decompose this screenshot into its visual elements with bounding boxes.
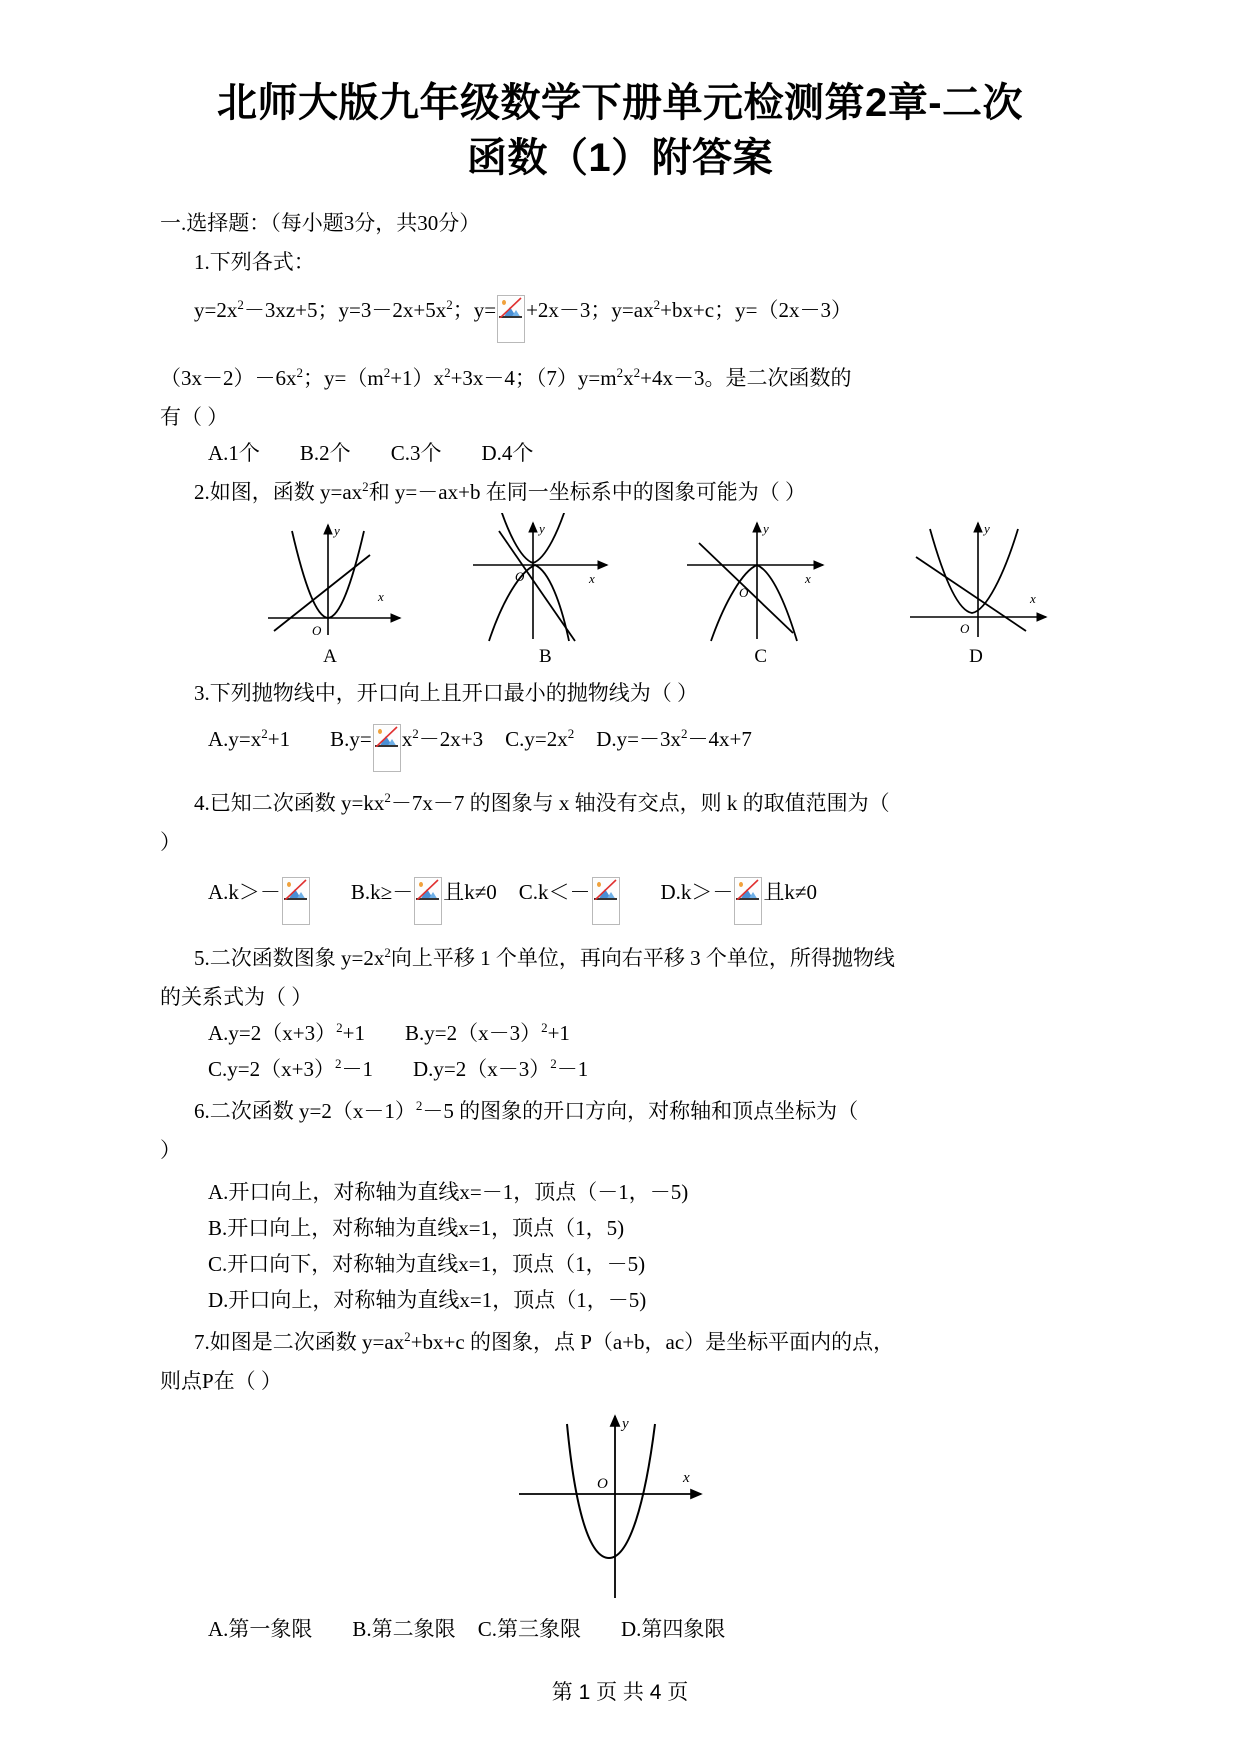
broken-image-placeholder-q1 [497, 295, 525, 343]
image-glyph [416, 879, 439, 900]
red-slash-icon [284, 879, 307, 900]
svg-text:x: x [804, 570, 811, 586]
svg-text:O: O [738, 584, 749, 600]
question-6-option-b[interactable]: B.开口向上，对称轴为直线x=1，顶点（1，5) [208, 1216, 625, 1241]
broken-image-placeholder-q4a [282, 877, 310, 925]
figure-q7-graph [505, 1408, 735, 1608]
q4-option-b[interactable]: B.k≥－ 且k≠0 [351, 880, 497, 904]
question-1-expression-line-3: 有（ ） [160, 404, 229, 429]
red-slash-icon [416, 879, 439, 900]
broken-image-placeholder-q4c [592, 877, 620, 925]
page-title-line-2: 函数（1）附答案 [466, 136, 774, 181]
q1-option-b[interactable]: B.2个 [299, 440, 351, 465]
q7-option-b[interactable]: B.第二象限 [352, 1617, 456, 1642]
svg-text:x: x [589, 570, 596, 586]
svg-text:x: x [1029, 590, 1036, 606]
broken-image-placeholder-q4d [734, 877, 762, 925]
section-heading: 一.选择题：（每小题3分，共30分） [160, 211, 481, 236]
question-4-stem-cont: ） [160, 829, 181, 854]
question-5-options-row-1 [160, 1016, 1080, 1050]
question-7-options [160, 1612, 1080, 1646]
red-slash-icon [499, 297, 522, 318]
svg-text:x: x [683, 1470, 690, 1487]
q5-option-a[interactable]: $A.y=2(x+3)^2+1$ [208, 1020, 365, 1046]
image-glyph [736, 879, 759, 900]
figure-B-graph [465, 513, 625, 643]
image-glyph [284, 879, 307, 900]
svg-text:O: O [959, 620, 970, 636]
figure-C-label: C [754, 645, 767, 667]
red-slash-icon [594, 879, 617, 900]
page-footer: 第 1 页 共 4 页 [551, 1681, 689, 1704]
q3-option-d[interactable]: $D.y=-3x^2-4x+7$ [596, 725, 752, 751]
image-glyph [594, 879, 617, 900]
figure-C [681, 513, 841, 668]
q1-option-d[interactable]: D.4个 [481, 440, 534, 465]
red-slash-icon [375, 726, 398, 747]
svg-text:x: x [378, 588, 384, 604]
svg-text:y: y [539, 520, 546, 536]
question-6-option-a[interactable]: A.开口向上，对称轴为直线x=－1，顶点（－1，－5) [208, 1180, 689, 1205]
figure-D-label: D [969, 645, 983, 667]
question-6-option-d[interactable]: D.开口向上，对称轴为直线x=1，顶点（1，－5) [208, 1288, 647, 1313]
image-glyph [499, 297, 522, 318]
page-title-line-1: 北师大版九年级数学下册单元检测第2章-二次 [216, 81, 1024, 125]
question-1-expression-line-1 [160, 293, 1080, 343]
figure-B [465, 513, 625, 668]
svg-text:y: y [983, 520, 990, 536]
svg-text:y: y [622, 1416, 629, 1433]
q5-option-c[interactable]: $C.y=2(x+3)^2-1$ [208, 1056, 373, 1082]
figure-C-graph [681, 513, 841, 643]
figure-D-graph [896, 513, 1056, 643]
question-7-stem-cont: 则点P在（ ） [160, 1369, 282, 1394]
question-6-stem: 6.二次函数 $y=2(x-1)^2-5$ 的图象的开口方向，对称轴和顶点坐标为（ [194, 1098, 859, 1124]
question-1-options [160, 436, 1080, 470]
image-glyph [375, 726, 398, 747]
question-1-stem: 1.下列各式： [194, 249, 315, 274]
question-5-stem-cont: 的关系式为（ ） [160, 985, 313, 1010]
red-slash-icon [736, 879, 759, 900]
svg-text:y: y [762, 520, 769, 536]
figure-A-graph [250, 513, 410, 643]
q7-option-d[interactable]: D.第四象限 [620, 1617, 726, 1642]
q1-option-a[interactable]: A.1个 [208, 440, 260, 465]
page-title [160, 0, 1080, 186]
svg-text:O: O [515, 568, 525, 584]
q4-option-d[interactable]: D.k＞－ 且k≠0 [661, 880, 817, 904]
svg-text:O: O [597, 1476, 608, 1493]
figure-A [250, 513, 410, 668]
broken-image-placeholder-q3b [373, 724, 401, 772]
question-2-figures [160, 509, 1080, 668]
figure-B-label: B [538, 645, 552, 667]
question-1-expression-line-2: $(3x-2)-6x^2$；$y=(m^2+1)x^2+3x-4$；$(7)y=m^2x^2+4x-3$。是二次函数的 [160, 364, 852, 390]
question-7-stem: 7.如图是二次函数 $y=ax^2+bx+c$ 的图象，点 P（a+b，ac）是坐标平面内的点， [194, 1329, 895, 1355]
q1-expr-part-b: +2x－3；$y=ax^2+bx+c$；y=（2x－3） [526, 296, 852, 322]
q1-option-c[interactable]: C.3个 [390, 440, 442, 465]
question-3-stem: 3.下列抛物线中，开口向上且开口最小的抛物线为（ ） [194, 680, 698, 705]
question-2-stem: 2.如图，函数 $y=ax^2$和 y=－ax+b 在同一坐标系中的图象可能为（ ） [194, 478, 806, 504]
svg-text:y: y [334, 522, 340, 538]
q3-option-a[interactable]: $A.y=x^2+1$ [208, 725, 291, 751]
question-6-option-c[interactable]: C.开口向下，对称轴为直线x=1，顶点（1，－5) [208, 1252, 646, 1277]
question-4-stem: 4.已知二次函数 $y=kx^2-7x-7$ 的图象与 x 轴没有交点，则 k 的取值范围为（ [194, 789, 890, 815]
question-5-options-row-2 [160, 1052, 1080, 1086]
figure-D [896, 513, 1056, 668]
q5-option-d[interactable]: $D.y=2(x-3)^2-1$ [412, 1056, 589, 1082]
q3-option-b[interactable]: B.y= $x^2-2x+3$ [330, 727, 483, 751]
q4-option-a[interactable]: A.k＞－ [208, 880, 311, 904]
question-6-stem-cont: ） [160, 1138, 181, 1163]
broken-image-placeholder-q4b [414, 877, 442, 925]
q7-option-a[interactable]: A.第一象限 [208, 1617, 313, 1642]
figure-A-label: A [323, 645, 337, 667]
question-4-options [160, 875, 1080, 925]
q1-expr-part-a: $y=2x^2-3xz+5$；$y=3-2x+5x^2$；y= [194, 296, 497, 322]
q3-option-c[interactable]: $C.y=2x^2$ [505, 725, 575, 751]
question-5-stem: 5.二次函数图象 $y=2x^2$向上平移 1 个单位，再向右平移 3 个单位，所得抛物线 [194, 945, 895, 970]
question-3-options [160, 722, 1080, 772]
q5-option-b[interactable]: $B.y=2(x-3)^2+1$ [404, 1020, 570, 1046]
q4-option-c[interactable]: C.k＜－ [519, 880, 621, 904]
question-7-figure [160, 1398, 1080, 1608]
svg-text:O: O [312, 622, 322, 638]
q7-option-c[interactable]: C.第三象限 [477, 1617, 581, 1642]
